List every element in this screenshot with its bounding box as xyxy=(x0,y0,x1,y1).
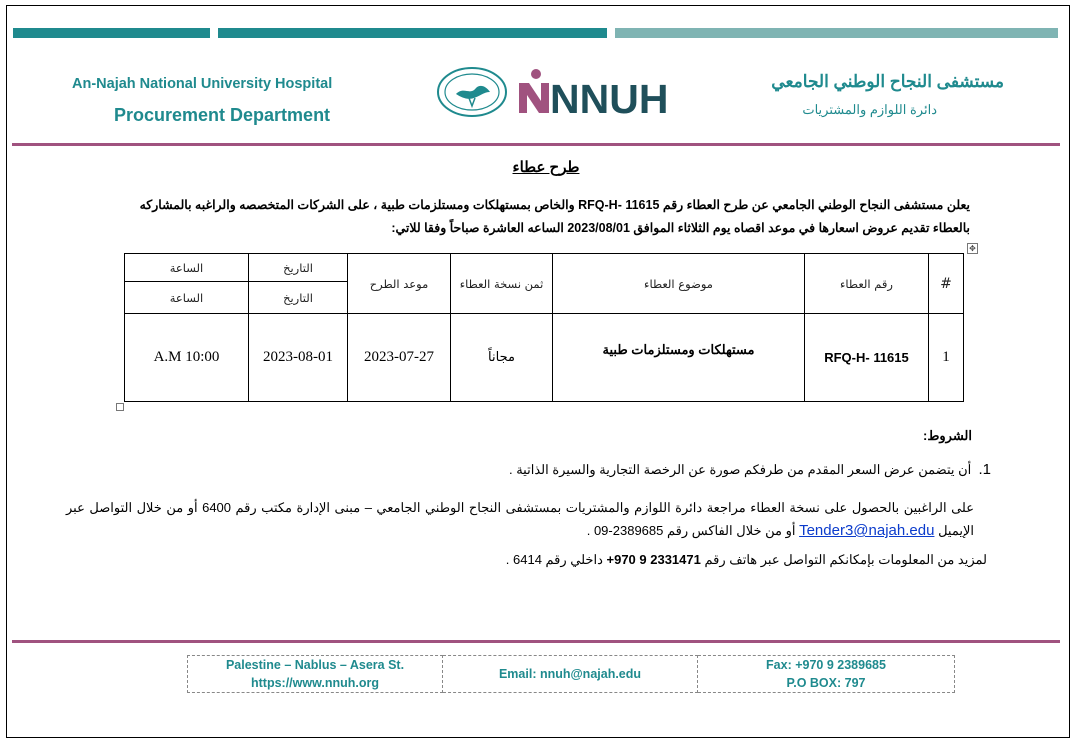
condition-paragraph-2 xyxy=(66,496,974,542)
cell-subject: مستهلكات ومستلزمات طبية xyxy=(553,314,805,402)
condition-item-1 xyxy=(505,461,991,478)
header-offer-date: موعد الطرح xyxy=(348,254,451,314)
hospital-name-ar: مستشفى النجاح الوطني الجامعي xyxy=(771,72,1004,91)
cell-closing-hour: A.M 10:00 xyxy=(125,314,249,402)
condition-paragraph-2-text-b: أو من خلال الفاكس رقم 2389685-09 . xyxy=(586,523,796,538)
header-closing-hour: الساعة xyxy=(125,254,249,282)
department-name-ar: دائرة اللوازم والمشتريات xyxy=(802,102,937,117)
footer-fax-cell xyxy=(698,656,955,693)
header-tender-no: رقم العطاء xyxy=(805,254,929,314)
condition-paragraph-3 xyxy=(505,552,987,568)
table-row xyxy=(125,314,964,402)
footer-address: Palestine – Nablus – Asera St. xyxy=(225,658,405,672)
header-date: التاريخ xyxy=(249,282,348,314)
intro-paragraph xyxy=(90,194,970,240)
header-bar-right xyxy=(615,28,1058,38)
university-seal-logo xyxy=(436,66,508,118)
header-number: # xyxy=(929,254,964,314)
table-move-handle-icon[interactable]: ✥ xyxy=(967,243,978,254)
cell-offer-date: 2023-07-27 xyxy=(348,314,451,402)
footer-website[interactable]: https://www.nnuh.org xyxy=(251,676,379,690)
condition-paragraph-3-text-a: لمزيد من المعلومات بإمكانكم التواصل عبر هاتف رقم xyxy=(704,552,987,567)
footer-fax: Fax: +970 9 2389685 xyxy=(766,658,886,672)
table-resize-handle[interactable] xyxy=(116,403,124,411)
footer-address-cell xyxy=(188,656,443,693)
hospital-name-en: An-Najah National University Hospital xyxy=(72,76,333,92)
conditions-heading: الشروط: xyxy=(923,428,972,443)
nnuh-logo-text: NNUH xyxy=(550,76,669,117)
document-title: طرح عطاء xyxy=(512,159,580,176)
condition-paragraph-3-text-b: داخلي رقم 6414 . xyxy=(505,552,603,567)
department-name-en: Procurement Department xyxy=(114,105,331,125)
header-bar-left xyxy=(13,28,210,38)
header-copy-price: ثمن نسخة العطاء xyxy=(451,254,553,314)
header-subject: موضوع العطاء xyxy=(553,254,805,314)
cell-copy-price: مجاناً xyxy=(451,314,553,402)
footer-pobox: P.O BOX: 797 xyxy=(786,676,866,690)
footer-email[interactable]: Email: nnuh@najah.edu xyxy=(443,656,698,693)
header-bar-middle xyxy=(218,28,607,38)
header-divider xyxy=(12,143,1060,146)
cell-number: 1 xyxy=(929,314,964,402)
condition-paragraph-2-text-a: على الراغبين بالحصول على نسخة العطاء مراجعة دائرة اللوازم والمشتريات بمستشفى النجاح الوطني الجامعي – مبنى الإدارة مكتب رقم 6400 أو من خلال التواصل عبر الإيميل xyxy=(66,500,974,538)
condition-item-1-number: 1. xyxy=(978,461,991,478)
nnuh-logo xyxy=(517,67,669,117)
contact-phone: +970 9 2331471 xyxy=(606,552,701,567)
footer-divider xyxy=(12,640,1060,643)
tender-email-link[interactable]: Tender3@najah.edu xyxy=(799,522,935,539)
header-closing-date: التاريخ xyxy=(249,254,348,282)
intro-line-1: يعلن مستشفى النجاح الوطني الجامعي عن طرح العطاء رقم RFQ-H- 11615 والخاص بمستهلكات ومستلزمات طبية ، على الشركات المتخصصه والراغبه بالمشاركه xyxy=(139,198,970,212)
condition-item-1-text: أن يتضمن عرض السعر المقدم من طرفكم صورة عن الرخصة التجارية والسيرة الذاتية . xyxy=(508,462,972,477)
header-hour: الساعة xyxy=(125,282,249,314)
intro-line-2: بالعطاء تقديم عروض اسعارها في موعد اقصاه يوم الثلاثاء الموافق 2023/08/01 الساعه العاشرة صباحاً وفقا للاتي: xyxy=(391,221,970,235)
tender-table xyxy=(124,253,964,402)
cell-closing-date: 2023-08-01 xyxy=(249,314,348,402)
cell-tender-no: RFQ-H- 11615 xyxy=(805,314,929,402)
footer-contact-table xyxy=(187,655,955,693)
